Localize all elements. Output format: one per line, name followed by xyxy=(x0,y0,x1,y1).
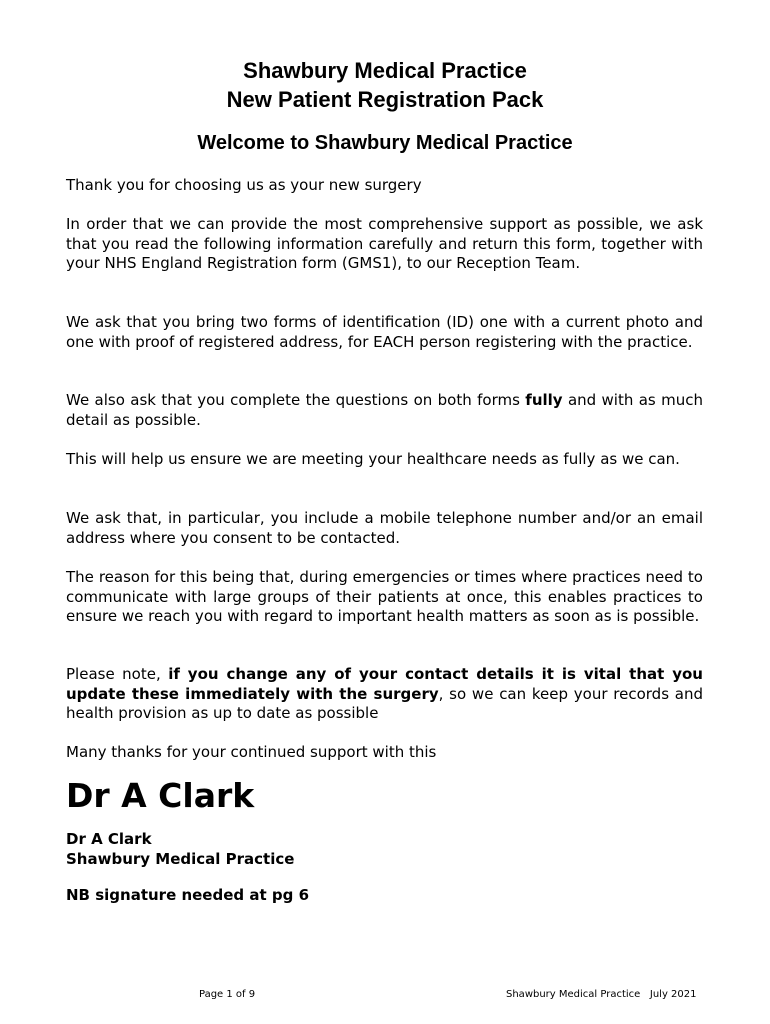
emphasis-text: if you change any of your contact details it is vital that you update these immediately with the surgery xyxy=(66,665,703,703)
paragraph-thanks: Thank you for choosing us as your new surgery xyxy=(66,176,422,194)
signatory-practice: Shawbury Medical Practice xyxy=(66,849,295,868)
practice-name-heading: Shawbury Medical Practice xyxy=(243,58,527,83)
paragraph-many-thanks: Many thanks for your continued support with this xyxy=(66,743,437,761)
footer-spacer xyxy=(640,989,650,1000)
welcome-heading: Welcome to Shawbury Medical Practice xyxy=(197,132,573,154)
paragraph-return-form: In order that we can provide the most comprehensive support as possible, we ask that you read the following information carefully and return this form, together with your NHS England Registration form (GMS1), to our Reception Team. xyxy=(66,215,703,273)
paragraph-text: and with as much detail as possible. xyxy=(66,391,704,429)
signature-block xyxy=(66,830,294,869)
paragraph-identification: We ask that you bring two forms of identification (ID) one with a current photo and one with proof of registered address, for EACH person registering with the practice. xyxy=(66,313,703,351)
footer-date: July 2021 xyxy=(649,989,697,1000)
paragraph-healthcare-needs: This will help us ensure we are meeting your healthcare needs as fully as we can. xyxy=(66,450,680,468)
signatory-name: Dr A Clark xyxy=(66,830,152,848)
pack-title-heading: New Patient Registration Pack xyxy=(226,87,544,112)
paragraph-text: , so we can keep your records and health provision as up to date as possible xyxy=(66,684,704,723)
paragraph-emergencies: The reason for this being that, during emergencies or times where practices need to communicate with large groups of their patients at once, this enables practices to ensure we reach you with regard to important health matters as soon as is possible. xyxy=(66,568,703,626)
signature: Dr A Clark xyxy=(66,776,255,815)
paragraph-contact-details: We ask that, in particular, you include a mobile telephone number and/or an email address where you consent to be contacted. xyxy=(66,509,703,547)
footer-practice: Shawbury Medical Practice xyxy=(506,989,641,1000)
footer-page-number: Page 1 of 9 xyxy=(199,989,256,1000)
paragraph-complete-fully xyxy=(66,391,703,430)
paragraph-please-note xyxy=(66,665,703,724)
footer-practice-date xyxy=(506,988,697,1002)
nb-note: NB signature needed at pg 6 xyxy=(66,886,310,904)
paragraph-text: We also ask that you complete the questions on both forms xyxy=(66,391,526,409)
emphasis-text: fully xyxy=(525,391,563,409)
paragraph-text: Please note, xyxy=(66,665,169,683)
